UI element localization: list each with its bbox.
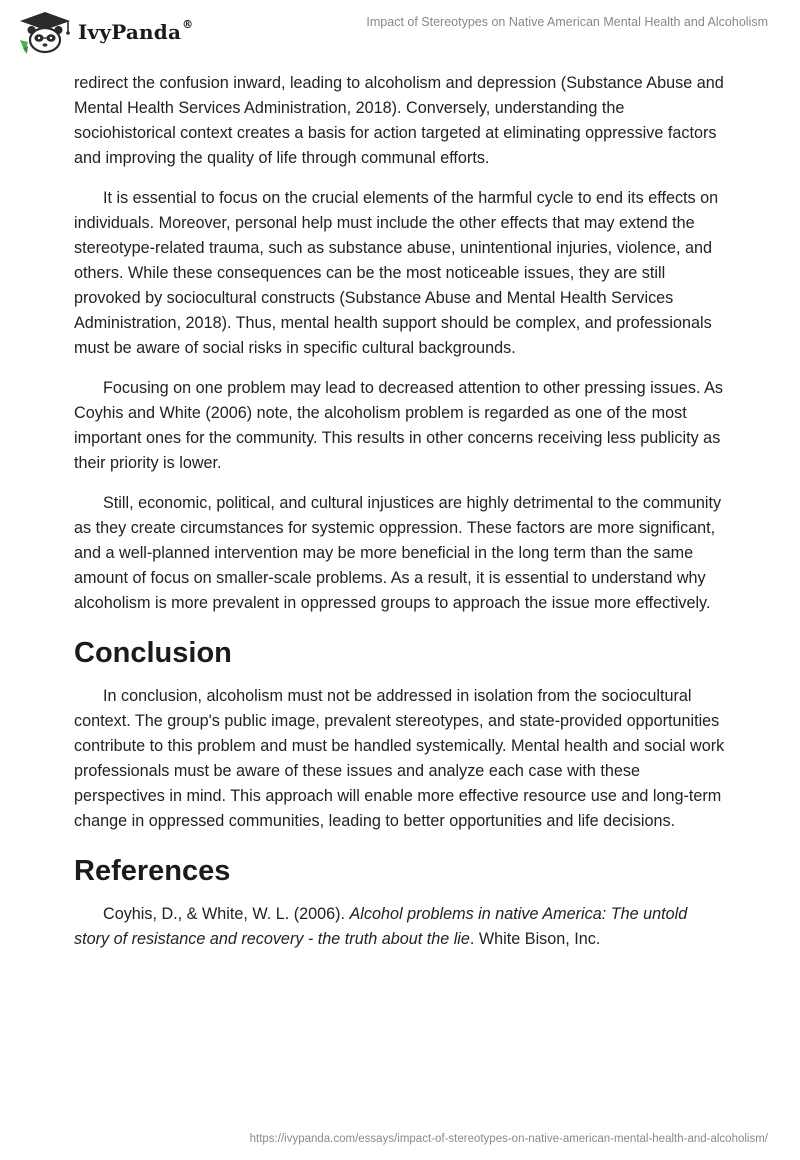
paragraph: Still, economic, political, and cultural injustices are highly detrimental to the community as they create circumstances for systemic oppression. These factors are more significant, and a well-planned intervention may be more beneficial in the long term than the same amount of focus on smaller-scale problems. As a result, it is essential to understand why alcoholism is more prevalent in oppressed groups to approach the issue more effectively. bbox=[74, 494, 722, 612]
conclusion-heading: Conclusion bbox=[74, 637, 232, 669]
paragraph: Focusing on one problem may lead to decreased attention to other pressing issues. As Coyhis and White (2006) note, the alcoholism problem is regarded as one of the most important ones for the community. This results in other concerns receiving less publicity as their priority is lower. bbox=[74, 379, 723, 472]
essay-body bbox=[74, 71, 726, 967]
reference-authors: Coyhis, D., & White, W. L. (2006). bbox=[103, 905, 350, 923]
ivypanda-logo[interactable] bbox=[16, 10, 196, 54]
panda-graduate-logo-icon bbox=[16, 10, 74, 54]
reference-title: Alcohol problems in native America: The untold story of resistance and recovery - the truth about the lie bbox=[74, 905, 688, 948]
conclusion-paragraph: In conclusion, alcoholism must not be addressed in isolation from the sociocultural context. The group's public image, prevalent stereotypes, and state-provided opportunities contribute to this problem and must be handled systemically. Mental health and social work professionals must be aware of these issues and analyze each case with these perspectives in mind. This approach will enable more effective resource use and long-term change in oppressed communities, leading to better opportunities and life decisions. bbox=[74, 687, 725, 830]
logo-wordmark: IvyPanda® bbox=[78, 18, 194, 44]
paragraph: It is essential to focus on the crucial elements of the harmful cycle to end its effects on individuals. Moreover, personal help must include the other effects that may extend the stereotype-related trauma, such as substance abuse, unintentional injuries, violence, and others. While these consequences can be the most noticeable issues, they are still provoked by sociocultural constructs (Substance Abuse and Mental Health Services Administration, 2018). Thus, mental health support should be complex, and professionals must be aware of social risks in specific cultural backgrounds. bbox=[74, 189, 719, 357]
footer-url[interactable]: https://ivypanda.com/essays/impact-of-stereotypes-on-native-american-mental-health-and-alcoholism/ bbox=[249, 1133, 768, 1145]
reference-entry bbox=[74, 902, 726, 952]
paragraph: redirect the confusion inward, leading to alcoholism and depression (Substance Abuse and Mental Health Services Administration, 2018). Conversely, understanding the sociohistorical context creates a basis for action targeted at eliminating oppressive factors and improving the quality of life through communal efforts. bbox=[74, 74, 724, 167]
page-header bbox=[0, 0, 800, 66]
references-heading: References bbox=[74, 855, 231, 887]
reference-publisher: . White Bison, Inc. bbox=[469, 930, 601, 948]
document-title: Impact of Stereotypes on Native American Mental Health and Alcoholism bbox=[366, 15, 768, 29]
